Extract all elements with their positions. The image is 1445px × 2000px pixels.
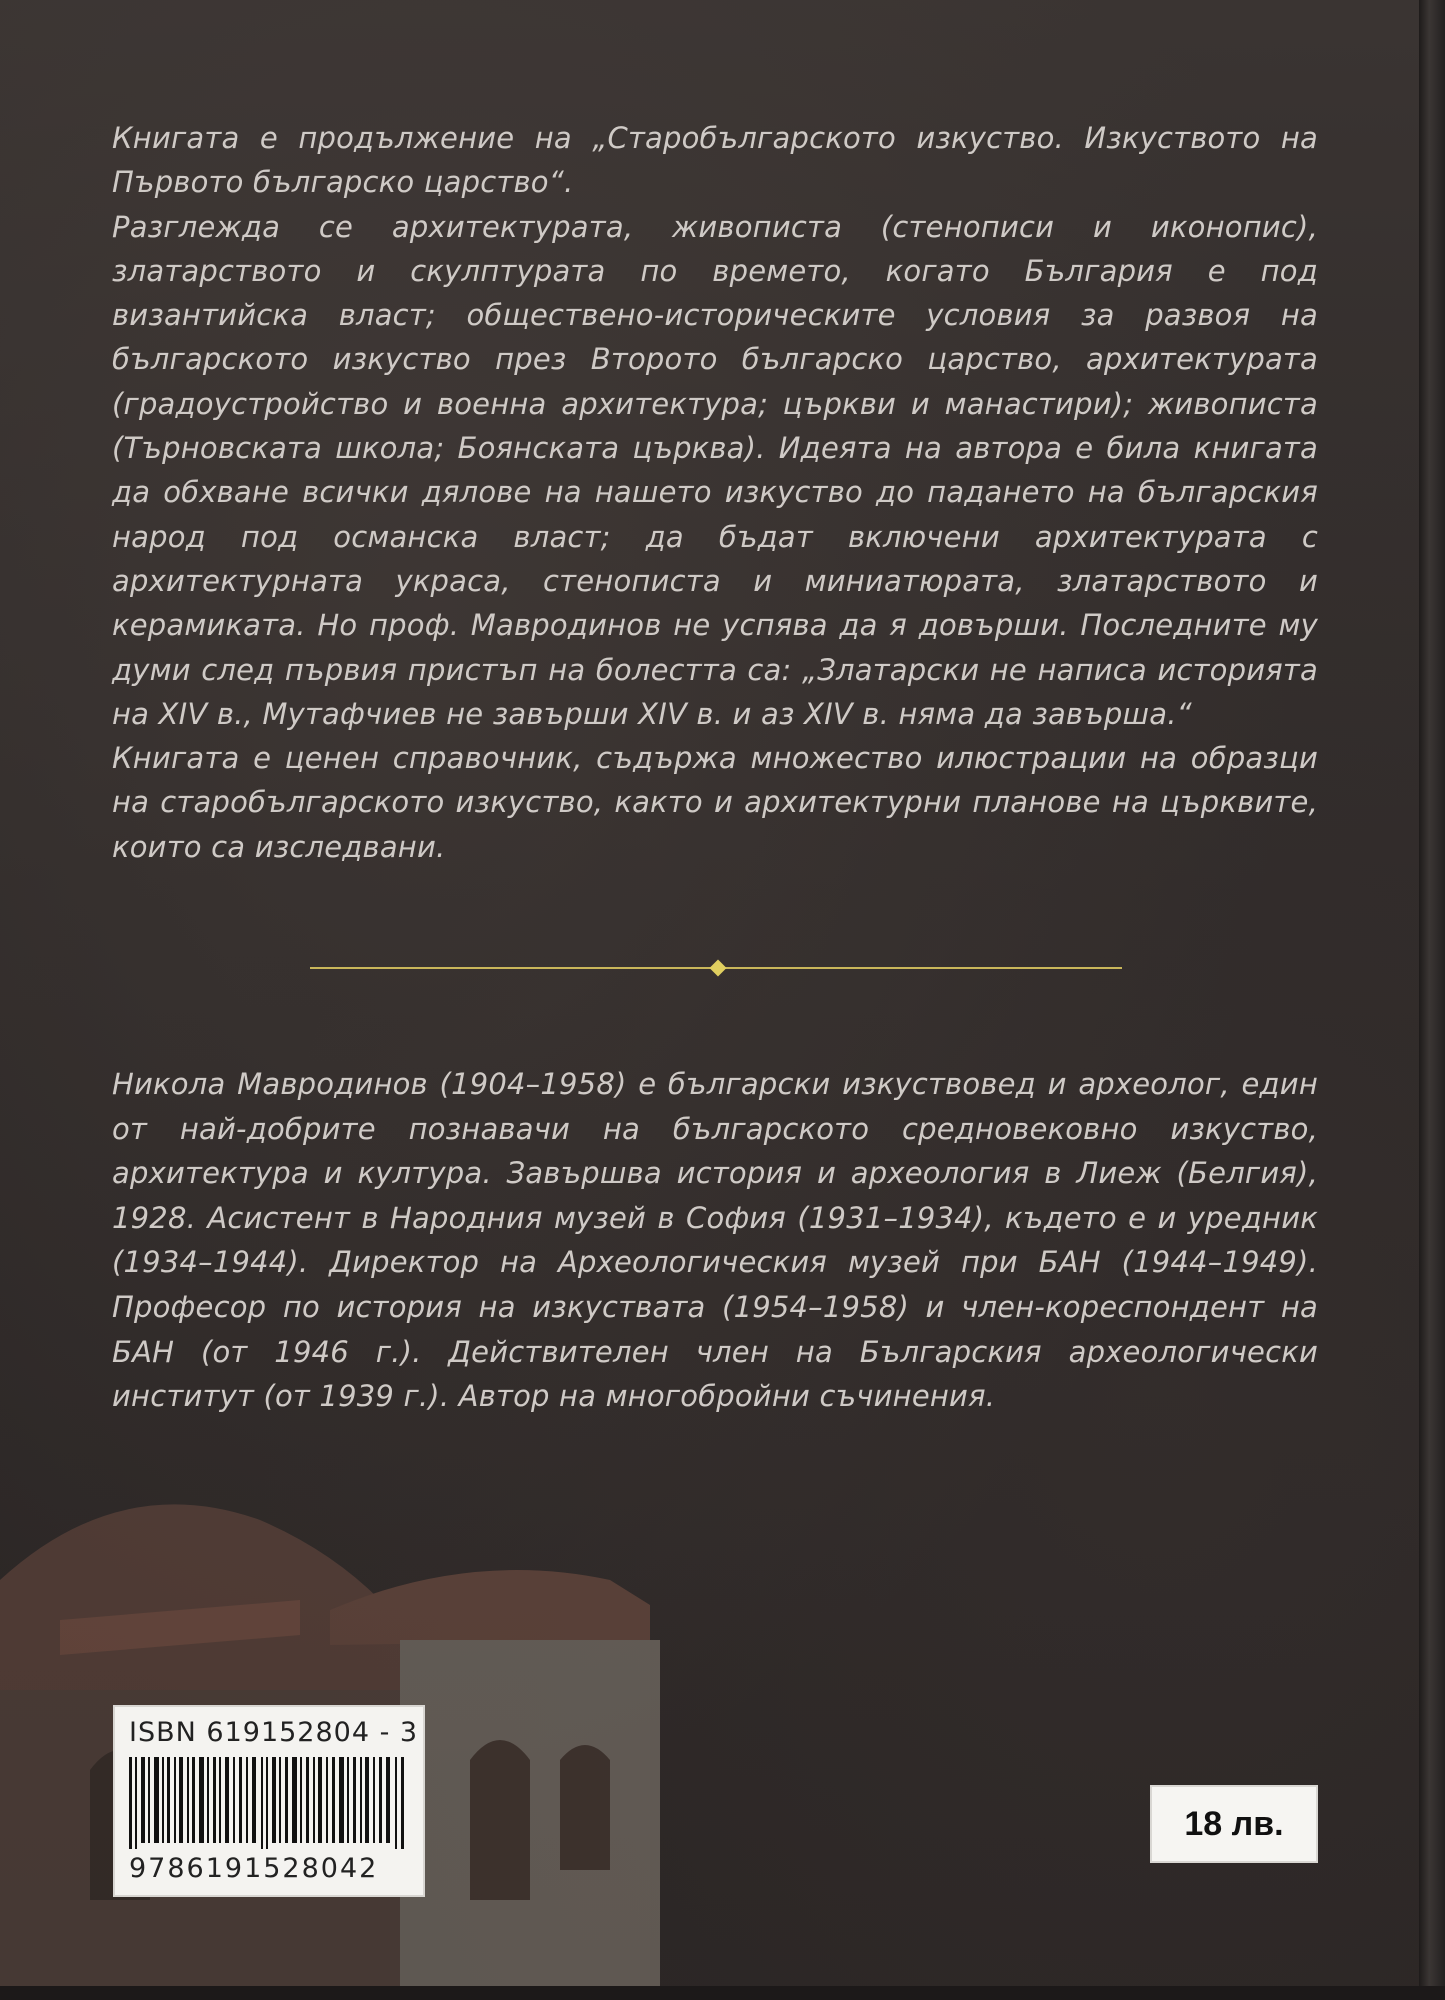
description-paragraph: Книгата е ценен справочник, съдържа множество илюстрации на образци на старобългарското изкуство, както и архитектурни планове на църквите, които са изследвани. — [112, 741, 1318, 864]
price-sticker — [1150, 1785, 1318, 1863]
barcode-icon — [129, 1757, 407, 1849]
isbn-number: ISBN 619152804 - 3 — [129, 1717, 419, 1748]
description-paragraph: Книгата е продължение на „Старобългарското изкуство. Изкуството на Първото българско царство“. — [112, 121, 1318, 200]
cover-right-edge — [1419, 0, 1445, 2000]
ornamental-divider — [310, 960, 1122, 976]
price-label: 18 лв. — [1184, 1804, 1284, 1843]
author-biography — [112, 1062, 1318, 1419]
barcode-digits: 9786191528042 — [129, 1853, 379, 1884]
book-description — [112, 116, 1318, 869]
isbn-barcode-sticker — [113, 1705, 425, 1897]
cover-bottom-edge — [0, 1986, 1445, 2000]
description-paragraph: Разглежда се архитектурата, живописта (стенописи и иконопис), златарството и скулптурата по времето, когато България е под византийска власт; обществено-историческите условия за развоя на българското изкуство през Второто българско царство, архитектурата (градоустройство и военна архитектура; църкви и манастири); живописта (Търновската школа; Боянската църква). Идеята на автора е била книгата да обхване всички дялове на нашето изкуство до падането на българския народ под османска власт; да бъдат включени архитектурата с архитектурната украса, стенописта и миниатюрата, златарството и керамиката. Но проф. Мавродинов не успява да я довърши. Последните му думи след първия пристъп на болестта са: „Златарски не написа историята на XIV в., Мутафчиев не завърши XIV в. и аз XIV в. няма да завърша.“ — [112, 209, 1318, 731]
bio-paragraph: Никола Мавродинов (1904–1958) е български изкуствовед и археолог, един от най-добрите познавачи на българското средновековно изкуство, архитектура и култура. Завършва история и археология в Лиеж (Белгия), 1928. Асистент в Народния музей в София (1931–1934), където е и уредник (1934–1944). Директор на Археологическия музей при БАН (1944–1949). Професор по история на изкуствата (1954–1958) и член-кореспондент на БАН (от 1946 г.). Действителен член на Българския археологически институт (от 1939 г.). Автор на многобройни съчинения. — [112, 1067, 1318, 1414]
divider-diamond-icon — [710, 960, 727, 977]
